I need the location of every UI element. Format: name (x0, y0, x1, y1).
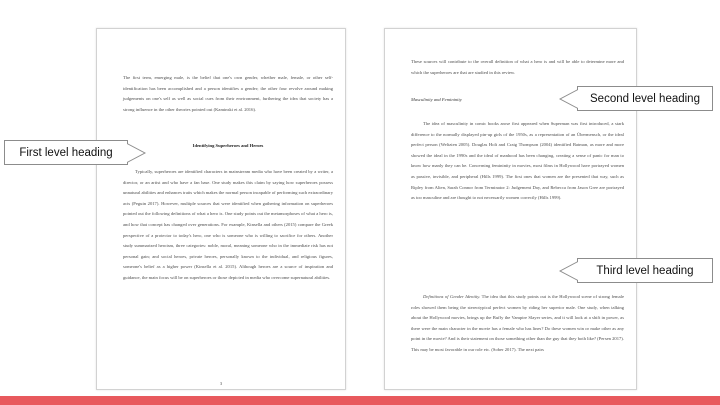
page-left-top-text (123, 73, 333, 115)
page-left-bottom-text (123, 167, 333, 284)
third-level-heading: Definitions of Gender Identity. (423, 294, 481, 299)
page-right-bottom-text (411, 292, 624, 356)
second-level-heading: Masculinity and Femininity (411, 97, 462, 102)
body-text-run: The idea that this study points out is the Hollywood scene of strong female roles showed them being the stereotypical perfect women by riding her superior male. One study, when talking about the Hollywood movies, brings up the Buffy the Vampire Slayer series, and it will look at a shift in power, as there were the main character in the movie has a female who has lines? Do these women win or make other as any point in the movie? And is their statement on those something other than the guy that they both like? (Persen 2017). This may be most favorable in our role etc. (Sober 2017). The next pairs (411, 294, 624, 352)
body-paragraph (411, 292, 624, 356)
page-right-middle-text (411, 119, 624, 204)
callout-third-level-heading: Third level heading (577, 258, 713, 283)
accent-bar (0, 396, 720, 405)
document-page-left (96, 28, 346, 390)
first-level-heading: Identifying Superheroes and Heroes (192, 143, 264, 148)
page-number: 3 (219, 381, 223, 386)
body-paragraph: Typically, superheroes are identified characters in mainstream media who have been created by a writer, a director, or an artist and who have a fan base. One study makes this claim by saying how superheroes possess unnatural abilities and enhances traits which makes the normal person incapable of performing such extraordinary acts (Peguin 2017). However, multiple sources that were identified when gathering information on superheroes pointed out the following definitions of what a hero is. One study points out the metamorphoses of what a hero is, and how that concept has changed over generations. For example, Kinsella and others (2015) compare the Greek perspective of a protector to today's hero, one who is someone who is willing to sacrifice for others. Another study summarized heroism, three categories: noble, moral, meaning someone who in the immediate risk has not personal gain; and social heroes, private heroes, personally known to the individual, and religious figures, someone's belief as a higher power (Kinsella et al. 2015). Although heroes are a source of inspiration and guidance, the main focus will be on superheroes or those depicted in media who overcome supernatural abilities. (123, 169, 333, 280)
callout-second-level-heading: Second level heading (577, 86, 713, 111)
body-paragraph: These sources will contribute to the overall definition of what a hero is and will be able to determine more and which the superheroes are that are studied in this review. (411, 59, 624, 75)
callout-first-level-heading: First level heading (4, 140, 128, 165)
page-right-top-text (411, 57, 624, 78)
document-page-right (384, 28, 637, 390)
body-paragraph: The first term, emerging male, is the belief that one's own gender, whether male, female, or other self-identification has been accomplished and a person identifies a gender; the other four revolve around making judgements on one's self as well as social cues from their environment, furthering the idea that society has a strong influence in the other theories pointed out (Kaminski et al. 2016). (123, 75, 333, 112)
body-paragraph: The idea of masculinity in comic books arose first appeared when Superman was first introduced, a stark difference to the normally displayed pin-up girls of the 1950s, as a representation of an Übermensch, or the ideal perfect person (Weltzien 2005). Douglas Holt and Craig Thompson (2004) identified Batman, as more and more showed the ideal in the 1990s and the ideal of manhood has been changing, creating a sense of panic for man to know how manly they can be. Concerning femininity in movies, most films in Hollywood have portrayed women as passive, invisible, and peripheral (Hills 1999). The first ones that women are the presented that way, such as Ripley from Alien, Sarah Connor from Terminator 2: Judgement Day, and Rebecca from Jason Gree are portrayed as too masculine and are thought to not necessarily women correctly (Hills 1999). (411, 121, 624, 201)
